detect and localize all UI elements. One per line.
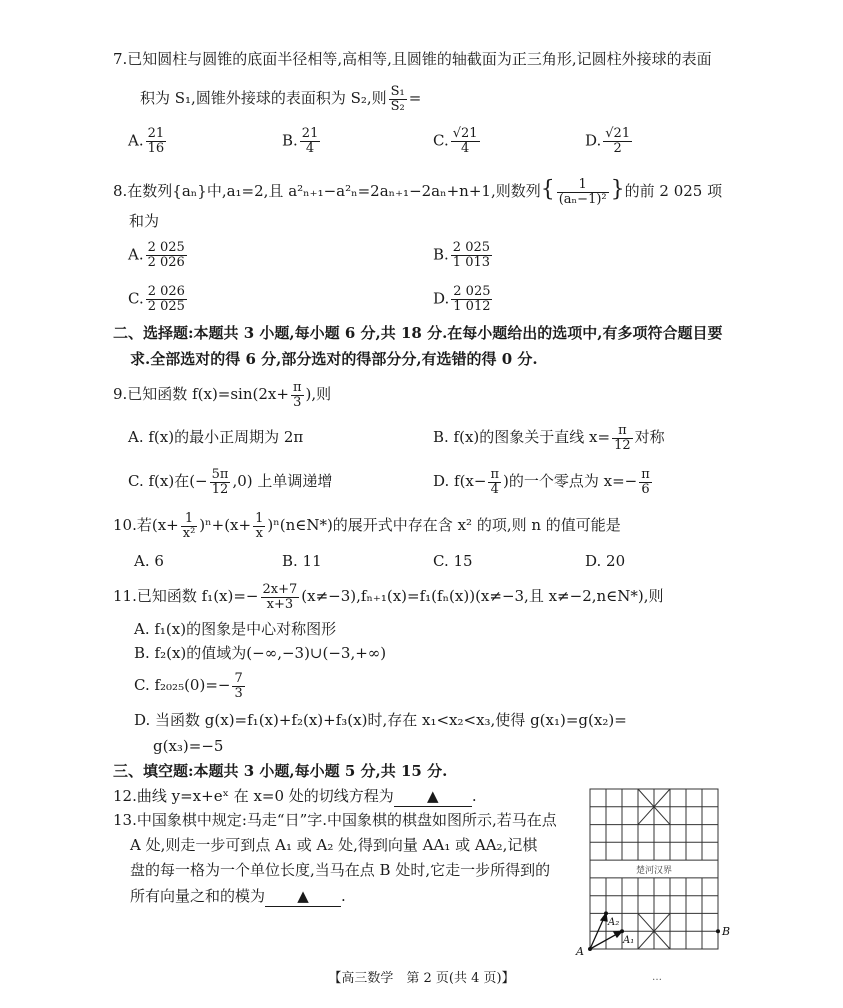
river-text: 楚河汉界	[635, 866, 673, 876]
option-num: 2 025	[452, 240, 491, 255]
option-num: 21	[301, 126, 319, 141]
q11-num: 2x+7	[262, 581, 298, 597]
option-fraction	[146, 127, 167, 156]
footer-text: 【高三数学 第 2 页(共 4 页)】	[328, 971, 515, 986]
option-fraction	[603, 127, 632, 156]
q7-option-c[interactable]	[433, 127, 482, 156]
q13-line2: A 处,则走一步可到点 A₁ 或 A₂ 处,得到向量 AA₁ 或 AA₂,记棋	[130, 836, 538, 854]
q11-option-b[interactable]: B. f₂(x)的值域为(−∞,−3)∪(−3,+∞)	[134, 644, 387, 662]
page-footer	[0, 970, 843, 988]
label-a2: A₂	[608, 917, 620, 928]
option-den: 3	[234, 685, 243, 701]
option-den: 1 013	[452, 255, 491, 270]
q12-stem	[113, 786, 477, 807]
q12-stem-a: 12.曲线 y=x+eˣ 在 x=0 处的切线方程为	[113, 787, 394, 805]
q8-option-b[interactable]	[433, 241, 494, 270]
q11-stem-b: (x≠−3),fₙ₊₁(x)=f₁(fₙ(x))(x≠−3,且 x≠−2,n∈N*),则	[301, 587, 664, 605]
q10-num-1: 1	[181, 512, 198, 527]
option-text: C. f₂₀₂₅(0)=−	[134, 676, 231, 694]
option-den: 2	[613, 141, 622, 156]
q9-option-a[interactable]: A. f(x)的最小正周期为 2π	[128, 428, 304, 446]
q10-stem-b: )ⁿ+(x+	[199, 516, 252, 534]
q7-stem-line2	[140, 84, 421, 114]
q8-option-a[interactable]	[128, 241, 189, 270]
q8-stem-line2: 和为	[129, 212, 160, 230]
q8-option-c[interactable]	[128, 285, 189, 314]
option-label: A.	[128, 131, 144, 150]
q7-stem-text: 积为 S₁,圆锥外接球的表面积为 S₂,则	[140, 89, 387, 107]
q8-seq-den: (aₙ−1)²	[558, 191, 607, 207]
q11-option-d-line2: g(x₃)=−5	[153, 737, 224, 755]
q9-den: 3	[293, 394, 302, 410]
section2-heading-line2: 求.全部选对的得 6 分,部分选对的得部分分,有选错的得 0 分.	[130, 350, 538, 368]
option-num: 5π	[211, 466, 229, 482]
option-fraction	[451, 285, 492, 314]
q7-ratio-num: S₁	[390, 83, 405, 99]
label-b: B	[722, 925, 731, 938]
q11-stem-a: 11.已知函数 f₁(x)=−	[113, 587, 259, 605]
q7-ratio-fraction	[389, 85, 407, 114]
option-text-end: ,0) 上单调递增	[232, 472, 333, 490]
q9-option-b[interactable]	[433, 422, 665, 453]
option-den: 4	[460, 141, 470, 156]
option-label: B.	[282, 131, 298, 150]
q7-ratio-den: S₂	[390, 98, 405, 114]
q10-option-d[interactable]: D. 20	[585, 552, 626, 570]
option-label: C.	[433, 131, 449, 150]
q9-option-c[interactable]	[128, 466, 332, 497]
q11-den: x+3	[266, 596, 294, 612]
option-den-2: 6	[641, 481, 650, 497]
option-num: 2 025	[147, 240, 185, 255]
q10-option-c[interactable]: C. 15	[433, 552, 473, 570]
q11-fraction	[261, 583, 300, 612]
q10-stem	[113, 510, 621, 541]
q7-option-d[interactable]	[585, 127, 634, 156]
q9-fraction	[291, 381, 304, 410]
option-label: C.	[128, 289, 144, 308]
q13-line4-b: .	[341, 887, 346, 905]
q11-option-c[interactable]	[134, 670, 247, 701]
option-den: 2 026	[147, 255, 185, 270]
option-fraction	[451, 127, 480, 156]
option-den: 12	[614, 437, 631, 453]
footer-mark: …	[652, 972, 662, 983]
option-den: 2 025	[147, 299, 185, 314]
q7-option-a[interactable]	[128, 127, 168, 156]
q10-stem-c: )ⁿ(n∈N*)的展开式中存在含 x² 的项,则 n 的值可能是	[267, 516, 621, 534]
q8-stem-text: 8.在数列{aₙ}中,a₁=2,且 a²ₙ₊₁−a²ₙ=2aₙ₊₁−2aₙ+n+1,则数列	[113, 182, 541, 200]
option-fraction	[300, 127, 321, 156]
q13-line4	[130, 886, 346, 907]
q9-option-d[interactable]	[433, 466, 654, 497]
point-b	[716, 929, 720, 933]
option-num: 2 026	[147, 284, 185, 299]
q8-seq-fraction	[557, 178, 609, 207]
option-label: D.	[433, 289, 450, 308]
option-text: B. f(x)的图象关于直线 x=	[433, 428, 611, 446]
option-num: 7	[234, 670, 243, 686]
option-fraction	[146, 285, 187, 314]
option-num-2: π	[641, 466, 650, 482]
point-a2	[604, 911, 608, 915]
option-num: π	[612, 424, 633, 439]
q11-option-a[interactable]: A. f₁(x)的图象是中心对称图形	[134, 620, 337, 638]
q10-den-1: x²	[182, 525, 196, 541]
option-fraction-2	[639, 468, 652, 497]
option-text-end: 对称	[634, 428, 665, 446]
q10-option-b[interactable]: B. 11	[282, 552, 322, 570]
option-label: B.	[433, 245, 449, 264]
q10-fraction-1	[181, 512, 198, 541]
q7-ratio-eq: =	[408, 89, 422, 107]
option-num: √21	[605, 126, 631, 141]
q9-stem	[113, 379, 331, 410]
label-a1: A₁	[623, 935, 635, 946]
option-label: A.	[128, 245, 144, 264]
q8-brace-open: {	[540, 177, 555, 202]
q9-stem-a: 9.已知函数 f(x)=sin(2x+	[113, 385, 289, 403]
option-num: √21	[452, 126, 478, 141]
section2-heading-line1: 二、选择题:本题共 3 小题,每小题 6 分,共 18 分.在每小题给出的选项中,有多项符合题目要	[113, 324, 723, 342]
q13-line1: 13.中国象棋中规定:马走“日”字.中国象棋的棋盘如图所示,若马在点	[113, 811, 557, 829]
q7-stem-line1: 7.已知圆柱与圆锥的底面半径相等,高相等,且圆锥的轴截面为正三角形,记圆柱外接球的表面	[113, 50, 712, 68]
option-num: 21	[147, 126, 165, 141]
option-text: C. f(x)在(−	[128, 472, 208, 490]
q7-option-b[interactable]	[282, 127, 322, 156]
option-fraction	[488, 468, 501, 497]
option-text: D. f(x−	[433, 472, 487, 490]
q10-option-a[interactable]: A. 6	[134, 552, 164, 570]
q9-stem-b: ),则	[305, 385, 332, 403]
option-fraction	[451, 241, 492, 270]
q13-line4-a: 所有向量之和的模为	[130, 887, 266, 905]
q10-stem-a: 10.若(x+	[113, 516, 179, 534]
option-fraction	[210, 468, 231, 497]
option-label: D.	[585, 131, 602, 150]
option-den: 1 012	[453, 299, 491, 314]
label-a: A	[576, 945, 584, 958]
chessboard-diagram	[572, 783, 742, 963]
q8-seq-num: 1	[557, 178, 609, 193]
q9-num: π	[292, 379, 302, 395]
q13-answer-blank[interactable]: ▲	[265, 886, 341, 907]
q8-stem-text-end: 的前 2 025 项	[624, 182, 723, 200]
point-a1	[620, 929, 624, 933]
q13-line3: 盘的每一格为一个单位长度,当马在点 B 处时,它走一步所得到的	[130, 861, 551, 879]
q10-fraction-2	[253, 512, 265, 541]
option-den: 4	[490, 481, 499, 497]
q11-option-d-line1[interactable]: D. 当函数 g(x)=f₁(x)+f₂(x)+f₃(x)时,存在 x₁<x₂<x₃,使得 g(x₁)=g(x₂)=	[134, 711, 627, 729]
option-den: 16	[147, 141, 165, 156]
q10-den-2: x	[255, 525, 263, 541]
chessboard-svg	[572, 783, 742, 963]
option-den: 4	[305, 141, 315, 156]
q12-stem-b: .	[471, 787, 477, 805]
q8-stem-line1	[113, 175, 722, 207]
point-a	[588, 947, 592, 951]
q11-stem	[113, 581, 664, 612]
section3-heading: 三、填空题:本题共 3 小题,每小题 5 分,共 15 分.	[113, 762, 448, 780]
q8-brace-close: }	[610, 177, 625, 202]
option-den: 12	[211, 481, 229, 497]
option-text-mid: )的一个零点为 x=−	[503, 472, 638, 490]
option-num: 2 025	[453, 284, 491, 299]
option-fraction	[146, 241, 187, 270]
q8-option-d[interactable]	[433, 285, 494, 314]
option-fraction	[232, 672, 244, 701]
option-num: π	[490, 466, 500, 482]
q10-num-2: 1	[255, 510, 264, 526]
q12-answer-blank[interactable]: ▲	[394, 786, 472, 807]
option-fraction	[612, 424, 633, 453]
